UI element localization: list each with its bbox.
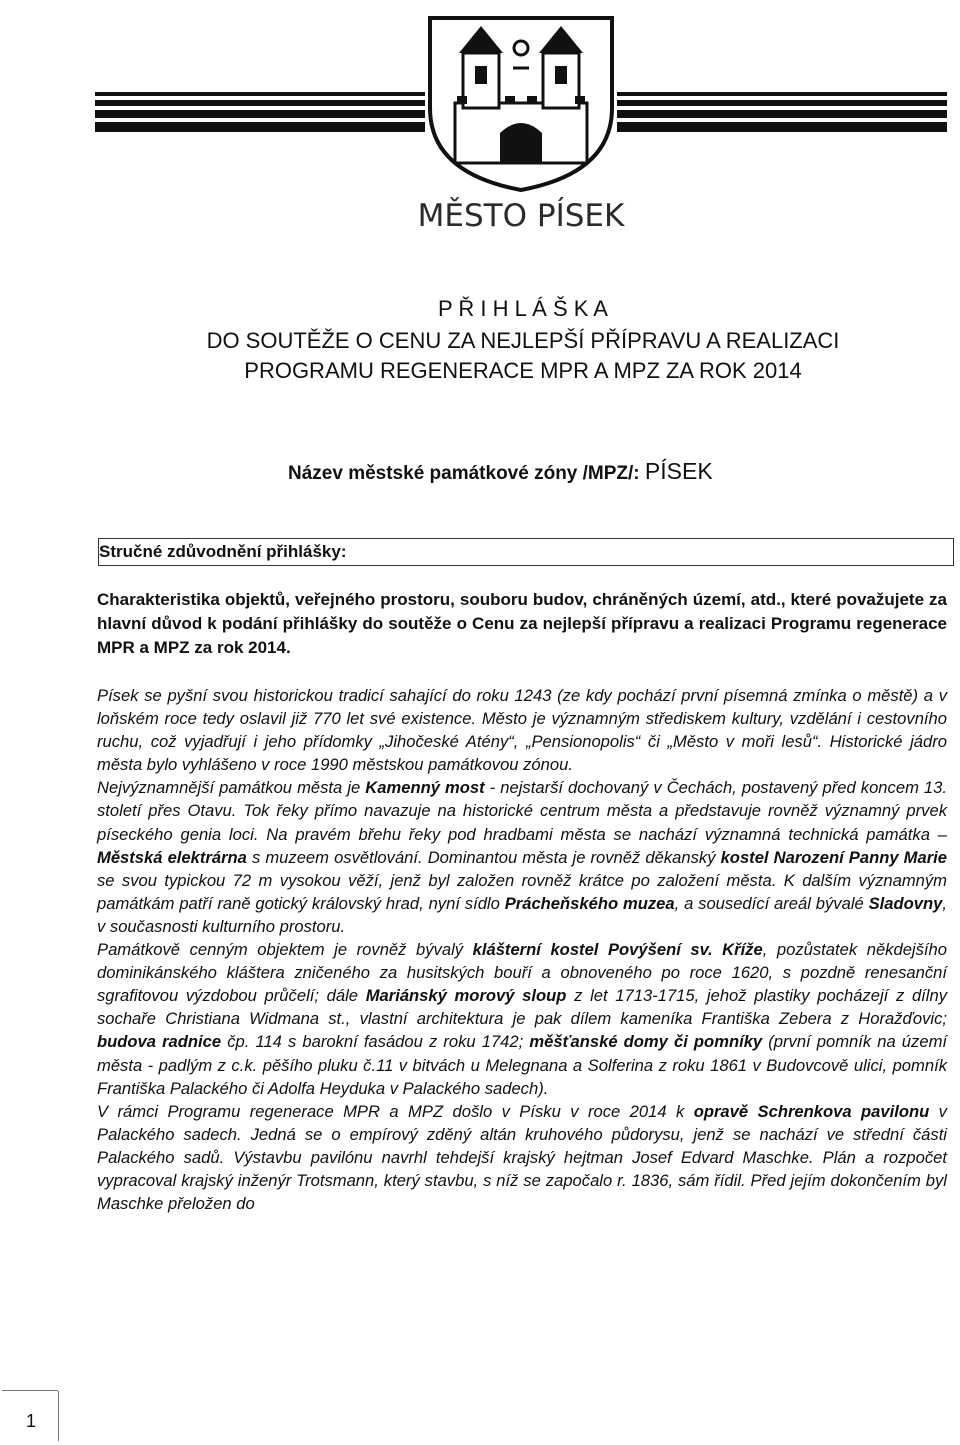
paragraph-history: Písek se pyšní svou historickou tradicí sahající do roku 1243 (ze kdy pochází první písemná zmínka o městě) a v loňském roce tedy oslavil již 770 let své existence. Město je významným střediskem kultury, vzdělání i cestovního ruchu, což vyjadřují i jeho přídomky „Jihočeské Atény“, „Pensionopolis“ či „Město v moři lesů“. Historické jádro města bylo vyhlášeno v roce 1990 městskou památkovou zónou. <box>97 686 947 775</box>
justification-label: Stručné zdůvodnění přihlášky: <box>99 542 347 561</box>
page-tab-divider <box>58 1391 59 1441</box>
form-subtitle-line2: PROGRAMU REGENERACE MPR A MPZ ZA ROK 2014 <box>244 358 802 383</box>
form-subtitle-line1: DO SOUTĚŽE O CENU ZA NEJLEPŠÍ PŘÍPRAVU A REALIZACI <box>206 328 840 353</box>
characteristics-prompt: Charakteristika objektů, veřejného prostoru, souboru budov, chráněných území, atd., které považujete za hlavní důvod k podání přihlášky do soutěže o Cenu za nejlepší přípravu a realizaci Programu regenerace MPR a MPZ za rok 2014. <box>97 590 947 657</box>
castle-emblem-icon <box>95 8 947 198</box>
justification-text <box>97 684 947 1215</box>
zone-value: PÍSEK <box>644 458 713 484</box>
zone-name-row <box>288 458 713 485</box>
page-number-tab <box>2 1390 58 1441</box>
paragraph-church: Památkově cenným objektem je rovněž bývalý klášterní kostel Povýšení sv. Kříže, pozůstatek někdejšího dominikánského kláštera zničeného za husitských bouří a obnoveného po roce 1620, s pozdně renesanční sgrafitovou výzdobou průčelí; dále Mariánský morový sloup z let 1713-1715, jehož plastiky pocházejí z dílny sochaře Christiana Widmana st., vlastní architektura je pak dílem kameníka Františka Zebera z Horažďovic; budova radnice čp. 114 s barokní fasádou z roku 1742; měšťanské domy či pomníky (první pomník na území města - padlým z c.k. pěšího pluku č.11 v bitvách u Melegnana a Solferina z roku 1861 v Budovcově ulici, pomník Františka Palackého či Adolfa Heyduka v Palackého sadech). <box>97 940 947 1098</box>
city-logo <box>95 8 947 240</box>
paragraph-pavilion: V rámci Programu regenerace MPR a MPZ došlo v Písku v roce 2014 k opravě Schrenkova pavilonu v Palackého sadech. Jedná se o empírový zděný altán kruhového půdorysu, jenž se nachází ve střední části Palackého sadů. Výstavbu pavilónu navrhl tehdejší krajský hejtman Josef Edvard Maschke. Plán a rozpočet vypracoval krajský inženýr Trotsmann, který stavbu, s níž se započalo r. 1836, sám řídil. Před jejím dokončením byl Maschke přeložen do <box>97 1101 947 1214</box>
form-title: P Ř I H L Á Š K A <box>438 296 608 321</box>
zone-label: Název městské památkové zóny /MPZ/: <box>288 463 645 484</box>
paragraph-monuments: Nejvýznamnější památkou města je Kamenný most - nejstarší dochovaný v Čechách, postavený před koncem 13. století přes Otavu. Tok řeky přímo navazuje na historické centrum města a představuje rovněž významný prvek píseckého genia loci. Na pravém břehu řeky pod hradbami města se nachází významná technická památka – Městská elektrárna s muzeem osvětlování. Dominantou města je rovněž děkanský kostel Narození Panny Marie se svou typickou 72 m vysokou věží, jenž byl založen rovněž krátce po založení města. K dalším významným památkám patří raně gotický královský hrad, nyní sídlo Prácheňského muzea, a sousedící areál bývalé Sladovny, v současnosti kulturního prostoru. <box>97 778 947 936</box>
justification-box <box>98 538 954 566</box>
page-number: 1 <box>26 1411 37 1431</box>
logo-city-name: MĚSTO PÍSEK <box>417 198 625 234</box>
